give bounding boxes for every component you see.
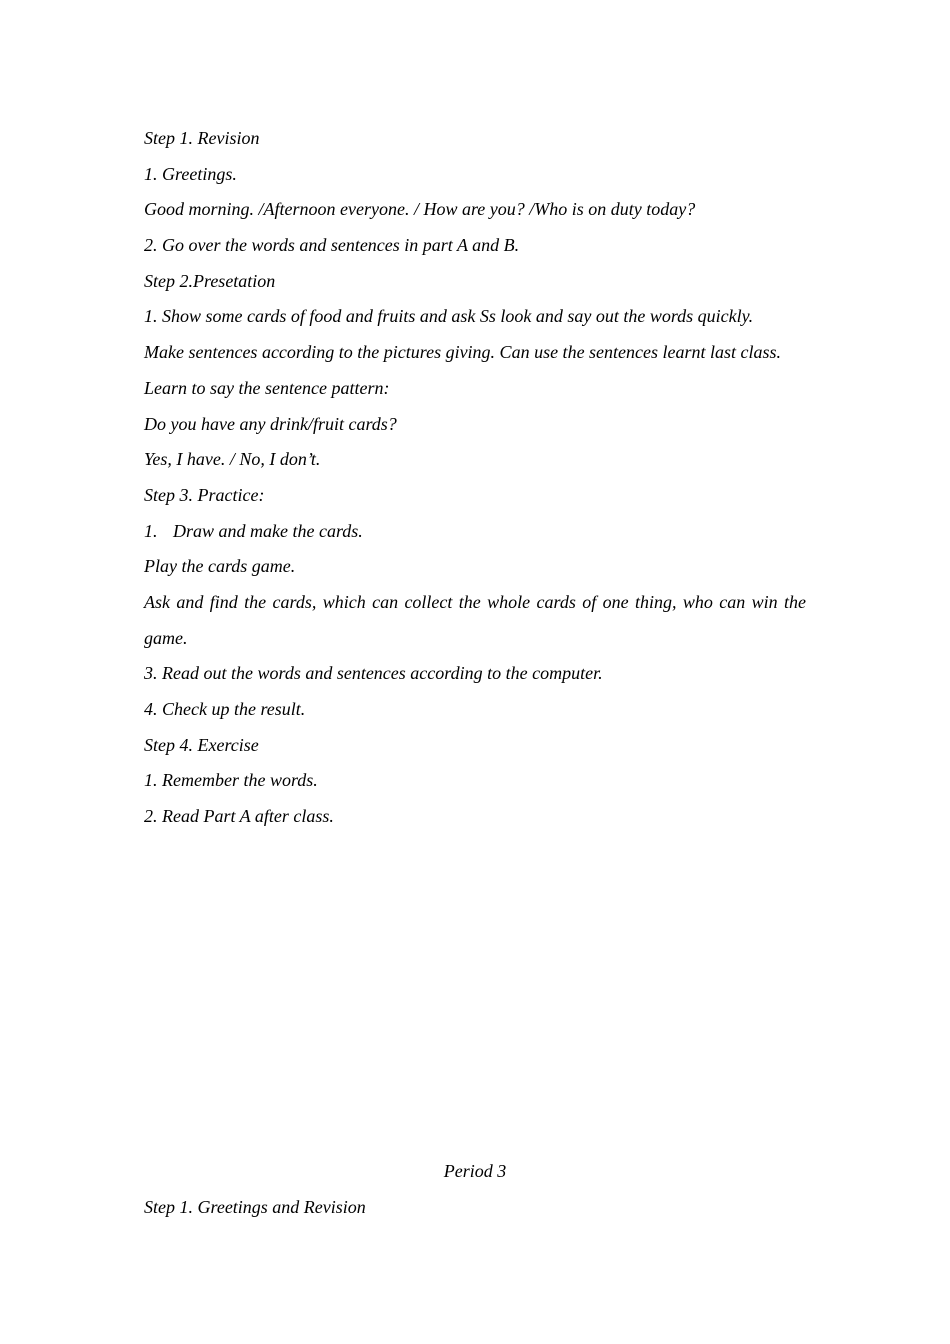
step1-greeting-line: Good morning. /Afternoon everyone. / How are you? /Who is on duty today? [144, 199, 696, 220]
step2-make-sentences: Make sentences according to the pictures giving. Can use the sentences learnt last class. [144, 342, 782, 363]
step3-heading: Step 3. Practice: [144, 484, 265, 505]
step3-item-draw [144, 514, 806, 550]
step4-item-remember: 1. Remember the words. [144, 770, 318, 791]
period-3-title: Period 3 [443, 1161, 507, 1181]
step2-question: Do you have any drink/fruit cards? [144, 413, 397, 434]
step3-item-check-up: 4. Check up the result. [144, 699, 306, 720]
step3-item-read-out: 3. Read out the words and sentences according to the computer. [144, 663, 603, 684]
step2-answer: Yes, I have. / No, I don’t. [144, 449, 321, 470]
step1-heading: Step 1. Revision [144, 128, 260, 148]
step2-heading: Step 2.Presetation [144, 270, 276, 291]
step1-item-greetings: 1. Greetings. [144, 163, 237, 184]
step1-item-go-over: 2. Go over the words and sentences in part A and B. [144, 235, 520, 256]
step3-play-game: Play the cards game. [144, 556, 296, 577]
step3-item-draw-text: Draw and make the cards. [173, 520, 363, 541]
step3-ask-find: Ask and find the cards, which can collect the whole cards of one thing, who can win the game. [144, 591, 806, 648]
step2-learn-pattern: Learn to say the sentence pattern: [144, 377, 390, 398]
step2-item-show-cards: 1. Show some cards of food and fruits and ask Ss look and say out the words quickly. [144, 306, 754, 327]
step4-item-read-part-a: 2. Read Part A after class. [144, 806, 334, 827]
step4-heading: Step 4. Exercise [144, 734, 259, 755]
period-3-step1-heading: Step 1. Greetings and Revision [144, 1197, 366, 1217]
step3-item-draw-number: 1. [144, 520, 158, 541]
lesson-plan-body [144, 121, 806, 835]
